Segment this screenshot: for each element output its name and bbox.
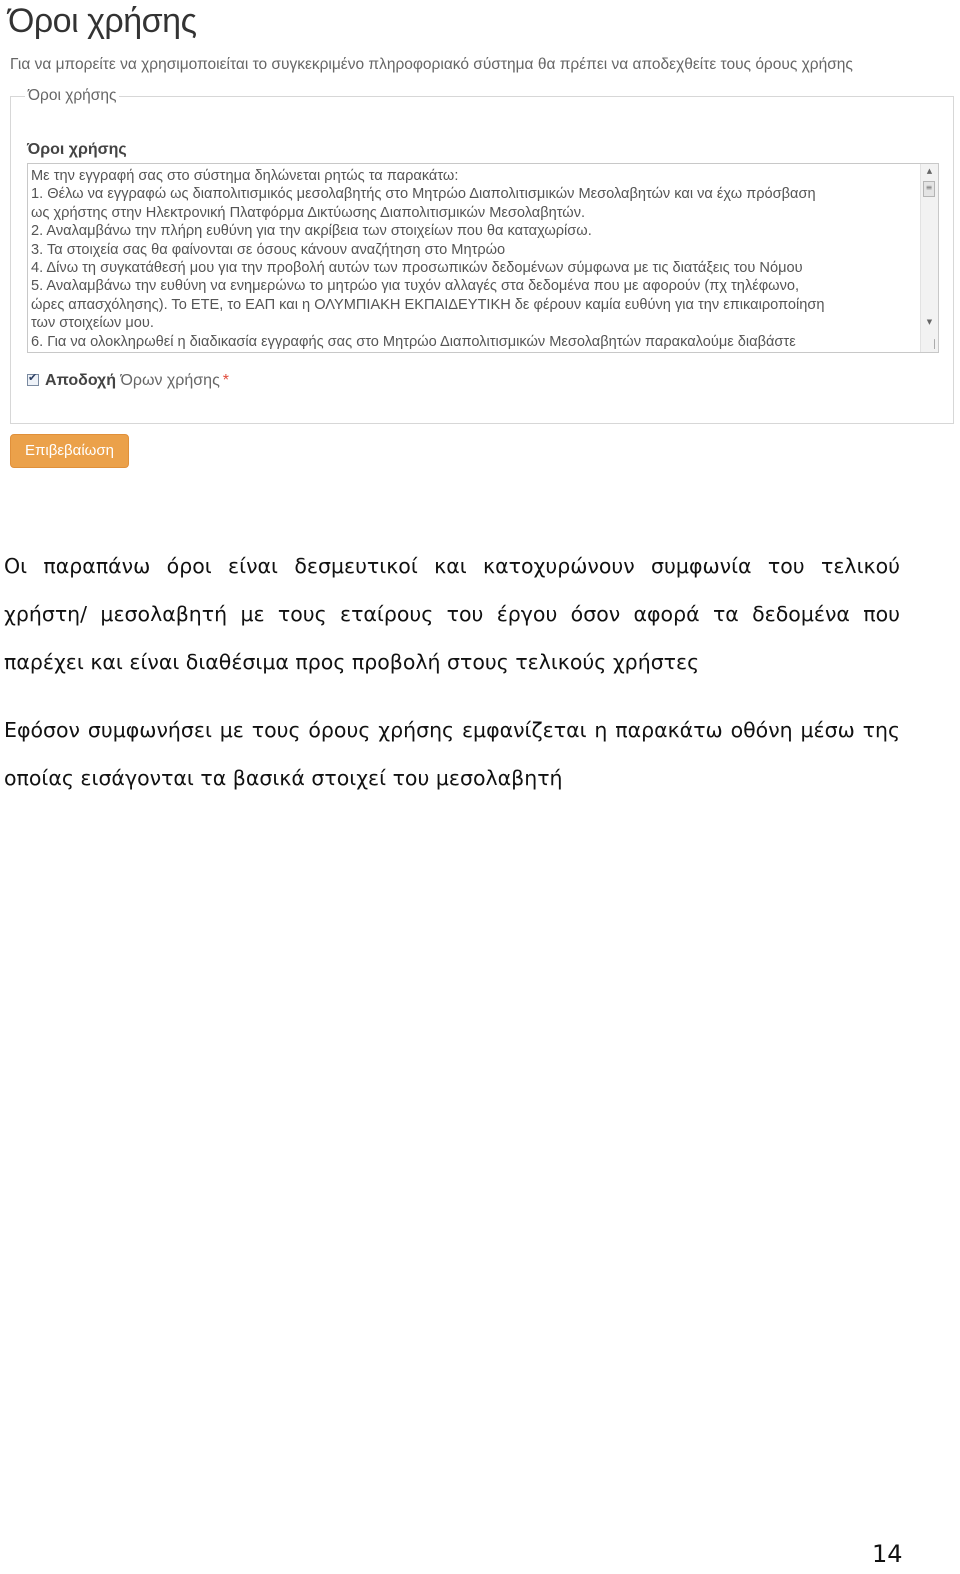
page-subtitle: Για να μπορείτε να χρησιμοποιείται το συγκεκριμένο πληροφοριακό σύστημα θα πρέπει να αποδεχθείτε τους όρους χρήσης xyxy=(10,56,853,73)
vertical-scrollbar[interactable] xyxy=(920,164,938,352)
confirm-button[interactable]: Επιβεβαίωση xyxy=(10,434,129,468)
accept-label-rest: Όρων χρήσης xyxy=(120,372,220,389)
resize-grip-icon[interactable]: ∣ xyxy=(932,339,937,350)
terms-line: ώρες απασχόλησης). Το ΕΤΕ, το ΕΑΠ και η ΟΛΥΜΠΙΑΚΗ ΕΚΠΑΙΔΕΥΤΙΚΗ δε φέρουν καμία ευθύνη για την επικαιροποίηση xyxy=(31,296,825,313)
paragraph-terms-binding: Οι παραπάνω όροι είναι δεσμευτικοί και κατοχυρώνουν συμφωνία του τελικού χρήστη/ μεσολαβητή με τους εταίρους του έργου όσον αφορά τα δεδομένα που παρέχει και είναι διαθέσιμα προς προβολή στους τελικούς χρήστες xyxy=(4,554,900,674)
accept-terms-row[interactable] xyxy=(27,372,229,390)
terms-screenshot xyxy=(0,0,960,475)
terms-line: Με την εγγραφή σας στο σύστημα δηλώνεται ρητώς τα παρακάτω: xyxy=(31,168,459,184)
terms-line: 5. Αναλαμβάνω την ευθύνη να ενημερώνω το μητρώο για τυχόν αλλαγές στα δεδομένα που με αφορούν (πχ τηλέφωνο, xyxy=(31,278,800,295)
accept-label-bold: Αποδοχή xyxy=(45,372,117,389)
terms-fieldset xyxy=(10,87,954,424)
terms-field-label: Όροι χρήσης xyxy=(27,141,127,158)
checkmark-icon: ✔ xyxy=(28,372,38,384)
page-title: Όροι χρήσης xyxy=(8,2,197,40)
scroll-thumb[interactable]: ≡ xyxy=(923,181,935,197)
scroll-down-arrow-icon[interactable]: ▼ xyxy=(926,318,933,326)
accept-terms-checkbox[interactable] xyxy=(27,374,39,386)
terms-line: ως χρήστης στην Ηλεκτρονική Πλατφόρμα Δικτύωσης Διαπολιτισμικών Μεσολαβητών. xyxy=(31,204,586,221)
terms-line: 6. Για να ολοκληρωθεί η διαδικασία εγγραφής σας στο Μητρώο Διαπολιτισμικών Μεσολαβητών παρακαλούμε διαβάστε xyxy=(31,333,796,350)
terms-line: 2. Αναλαμβάνω την πλήρη ευθύνη για την ακρίβεια των στοιχείων που θα καταχωρίσω. xyxy=(31,223,592,240)
terms-text xyxy=(31,167,921,351)
terms-line: 3. Τα στοιχεία σας θα φαίνονται σε όσους κάνουν αναζήτηση στο Μητρώο xyxy=(31,241,506,258)
terms-line: 4. Δίνω τη συγκατάθεσή μου για την προβολή αυτών των προσωπικών δεδομένων σύμφωνα με τις διατάξεις του Νόμου xyxy=(31,260,803,277)
terms-textarea[interactable] xyxy=(27,163,939,353)
page-number: 14 xyxy=(872,1540,903,1568)
scroll-up-arrow-icon[interactable]: ▲ xyxy=(926,167,933,175)
terms-line: 1. Θέλω να εγγραφώ ως διαπολιτισμικός μεσολαβητής στο Μητρώο Διαπολιτισμικών Μεσολαβητών και να έχω πρόσβαση xyxy=(31,186,816,203)
terms-line: των στοιχείων μου. xyxy=(31,315,154,332)
paragraph-next-screen: Εφόσον συμφωνήσει με τους όρους χρήσης εμφανίζεται η παρακάτω οθόνη μέσω της οποίας εισάγονται τα βασικά στοιχεί του μεσολαβητή xyxy=(4,718,900,790)
required-marker: * xyxy=(222,372,230,389)
fieldset-legend: Όροι χρήσης xyxy=(25,87,119,105)
